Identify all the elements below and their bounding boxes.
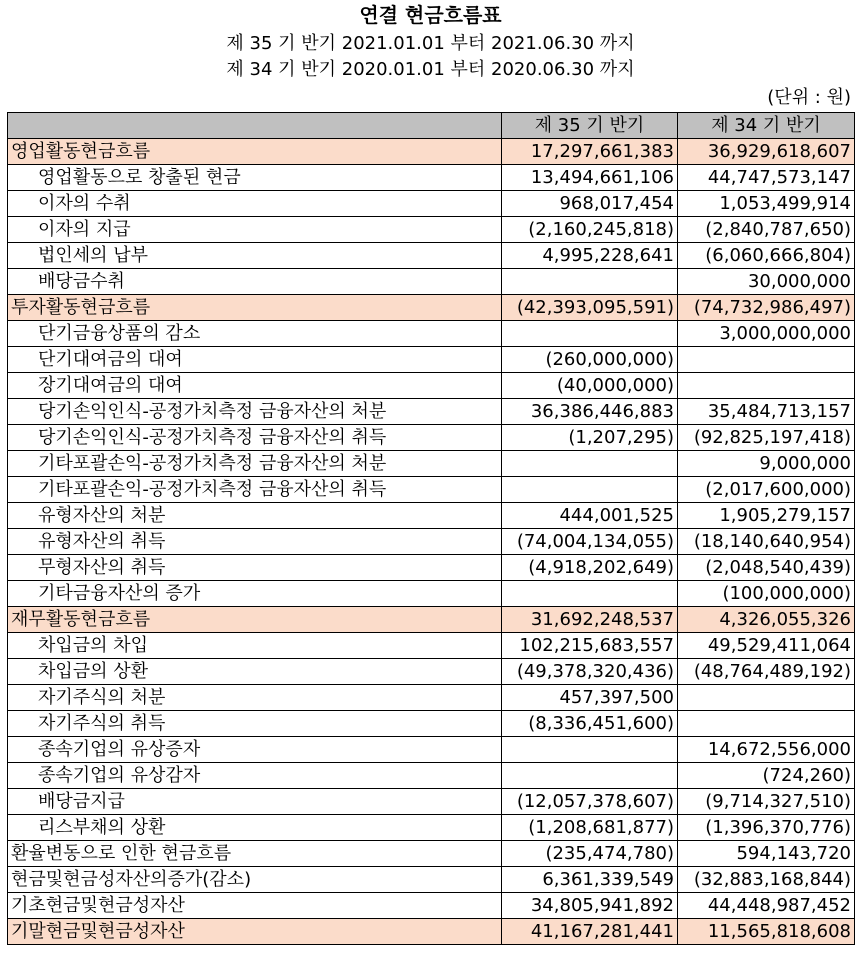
row-value-prior: 36,929,618,607	[678, 139, 855, 165]
row-value-prior: 1,905,279,157	[678, 503, 855, 529]
table-row	[8, 269, 855, 295]
row-label: 유형자산의 취득	[8, 529, 502, 555]
period-current: 제 35 기 반기 2021.01.01 부터 2021.06.30 까지	[226, 33, 635, 54]
table-row	[8, 841, 855, 867]
table-header-row	[8, 113, 855, 139]
row-value-current: 17,297,661,383	[502, 139, 678, 165]
row-label: 무형자산의 취득	[8, 555, 502, 581]
row-label: 기말현금및현금성자산	[8, 919, 502, 945]
row-label: 영업활동현금흐름	[8, 139, 502, 165]
row-label: 이자의 지급	[8, 217, 502, 243]
row-value-prior: 3,000,000,000	[678, 321, 855, 347]
row-value-current: (260,000,000)	[502, 347, 678, 373]
table-row	[8, 789, 855, 815]
row-value-current: 102,215,683,557	[502, 633, 678, 659]
row-value-current	[502, 451, 678, 477]
row-value-current: (1,208,681,877)	[502, 815, 678, 841]
table-row	[8, 295, 855, 321]
row-label: 차입금의 차입	[8, 633, 502, 659]
row-value-prior: (724,260)	[678, 763, 855, 789]
row-value-current: (4,918,202,649)	[502, 555, 678, 581]
table-row	[8, 165, 855, 191]
row-value-prior: 1,053,499,914	[678, 191, 855, 217]
row-value-current	[502, 581, 678, 607]
row-value-current: (42,393,095,591)	[502, 295, 678, 321]
row-value-current: (2,160,245,818)	[502, 217, 678, 243]
row-label: 법인세의 납부	[8, 243, 502, 269]
row-value-current: (74,004,134,055)	[502, 529, 678, 555]
row-label: 차입금의 상환	[8, 659, 502, 685]
row-label: 당기손익인식-공정가치측정 금융자산의 처분	[8, 399, 502, 425]
table-row	[8, 763, 855, 789]
row-label: 기타포괄손익-공정가치측정 금융자산의 처분	[8, 451, 502, 477]
row-value-prior: (48,764,489,192)	[678, 659, 855, 685]
row-label: 배당금수취	[8, 269, 502, 295]
table-row	[8, 685, 855, 711]
row-value-prior: 14,672,556,000	[678, 737, 855, 763]
row-value-current: 13,494,661,106	[502, 165, 678, 191]
row-value-prior: (92,825,197,418)	[678, 425, 855, 451]
table-row	[8, 503, 855, 529]
table-row	[8, 867, 855, 893]
row-value-prior: 30,000,000	[678, 269, 855, 295]
row-value-prior	[678, 347, 855, 373]
row-label: 단기대여금의 대여	[8, 347, 502, 373]
row-label: 유형자산의 처분	[8, 503, 502, 529]
table-row	[8, 451, 855, 477]
row-value-prior: 4,326,055,326	[678, 607, 855, 633]
table-row	[8, 659, 855, 685]
row-label: 종속기업의 유상감자	[8, 763, 502, 789]
row-value-current	[502, 321, 678, 347]
row-value-current: 968,017,454	[502, 191, 678, 217]
row-label: 리스부채의 상환	[8, 815, 502, 841]
row-label: 당기손익인식-공정가치측정 금융자산의 취득	[8, 425, 502, 451]
row-value-current: (1,207,295)	[502, 425, 678, 451]
row-value-prior: (18,140,640,954)	[678, 529, 855, 555]
row-label: 배당금지급	[8, 789, 502, 815]
row-value-current	[502, 477, 678, 503]
row-value-current: (40,000,000)	[502, 373, 678, 399]
row-value-prior: (6,060,666,804)	[678, 243, 855, 269]
row-value-current	[502, 763, 678, 789]
unit-label: (단위 : 원)	[767, 87, 851, 108]
table-row	[8, 425, 855, 451]
table-row	[8, 139, 855, 165]
table-row	[8, 633, 855, 659]
table-row	[8, 529, 855, 555]
table-row	[8, 607, 855, 633]
row-value-current: (12,057,378,607)	[502, 789, 678, 815]
table-row	[8, 399, 855, 425]
row-value-current: 34,805,941,892	[502, 893, 678, 919]
row-value-prior: 44,448,987,452	[678, 893, 855, 919]
row-value-current: 457,397,500	[502, 685, 678, 711]
row-label: 영업활동으로 창출된 현금	[8, 165, 502, 191]
table-row	[8, 347, 855, 373]
row-value-prior: 44,747,573,147	[678, 165, 855, 191]
row-label: 이자의 수취	[8, 191, 502, 217]
row-label: 환율변동으로 인한 현금흐름	[8, 841, 502, 867]
row-value-prior: 35,484,713,157	[678, 399, 855, 425]
table-row	[8, 581, 855, 607]
row-value-current	[502, 737, 678, 763]
row-value-prior	[678, 711, 855, 737]
row-label: 기타포괄손익-공정가치측정 금융자산의 취득	[8, 477, 502, 503]
table-row	[8, 555, 855, 581]
row-value-current: (8,336,451,600)	[502, 711, 678, 737]
row-value-current: 41,167,281,441	[502, 919, 678, 945]
row-label: 투자활동현금흐름	[8, 295, 502, 321]
row-value-prior: (100,000,000)	[678, 581, 855, 607]
row-label: 기타금융자산의 증가	[8, 581, 502, 607]
row-value-current: 4,995,228,641	[502, 243, 678, 269]
table-row	[8, 737, 855, 763]
row-label: 현금및현금성자산의증가(감소)	[8, 867, 502, 893]
row-value-prior: (2,017,600,000)	[678, 477, 855, 503]
row-value-prior: (2,840,787,650)	[678, 217, 855, 243]
table-row	[8, 321, 855, 347]
row-value-prior: 594,143,720	[678, 841, 855, 867]
table-row	[8, 243, 855, 269]
table-row	[8, 919, 855, 945]
table-row	[8, 711, 855, 737]
period-prior: 제 34 기 반기 2020.01.01 부터 2020.06.30 까지	[226, 59, 635, 80]
row-label: 장기대여금의 대여	[8, 373, 502, 399]
table-row	[8, 893, 855, 919]
header-label	[8, 113, 502, 139]
row-label: 기초현금및현금성자산	[8, 893, 502, 919]
row-label: 종속기업의 유상증자	[8, 737, 502, 763]
row-label: 자기주식의 처분	[8, 685, 502, 711]
header-current-period: 제 35 기 반기	[502, 113, 678, 139]
row-value-current: 31,692,248,537	[502, 607, 678, 633]
table-row	[8, 477, 855, 503]
row-value-prior: (32,883,168,844)	[678, 867, 855, 893]
row-value-prior: 49,529,411,064	[678, 633, 855, 659]
table-row	[8, 373, 855, 399]
row-label: 단기금융상품의 감소	[8, 321, 502, 347]
table-row	[8, 217, 855, 243]
row-value-current: 6,361,339,549	[502, 867, 678, 893]
row-value-current: 444,001,525	[502, 503, 678, 529]
row-value-current: (235,474,780)	[502, 841, 678, 867]
row-label: 자기주식의 취득	[8, 711, 502, 737]
row-value-prior: (2,048,540,439)	[678, 555, 855, 581]
table-row	[8, 815, 855, 841]
row-value-prior: 11,565,818,608	[678, 919, 855, 945]
table-row	[8, 191, 855, 217]
row-label: 재무활동현금흐름	[8, 607, 502, 633]
row-value-prior: 9,000,000	[678, 451, 855, 477]
table-body	[8, 139, 855, 945]
row-value-prior: (1,396,370,776)	[678, 815, 855, 841]
statement-title: 연결 현금흐름표	[359, 3, 502, 27]
row-value-prior: (9,714,327,510)	[678, 789, 855, 815]
row-value-prior	[678, 685, 855, 711]
row-value-prior	[678, 373, 855, 399]
cash-flow-table	[7, 112, 855, 945]
row-value-current: 36,386,446,883	[502, 399, 678, 425]
header-prior-period: 제 34 기 반기	[678, 113, 855, 139]
row-value-current	[502, 269, 678, 295]
row-value-prior: (74,732,986,497)	[678, 295, 855, 321]
row-value-current: (49,378,320,436)	[502, 659, 678, 685]
